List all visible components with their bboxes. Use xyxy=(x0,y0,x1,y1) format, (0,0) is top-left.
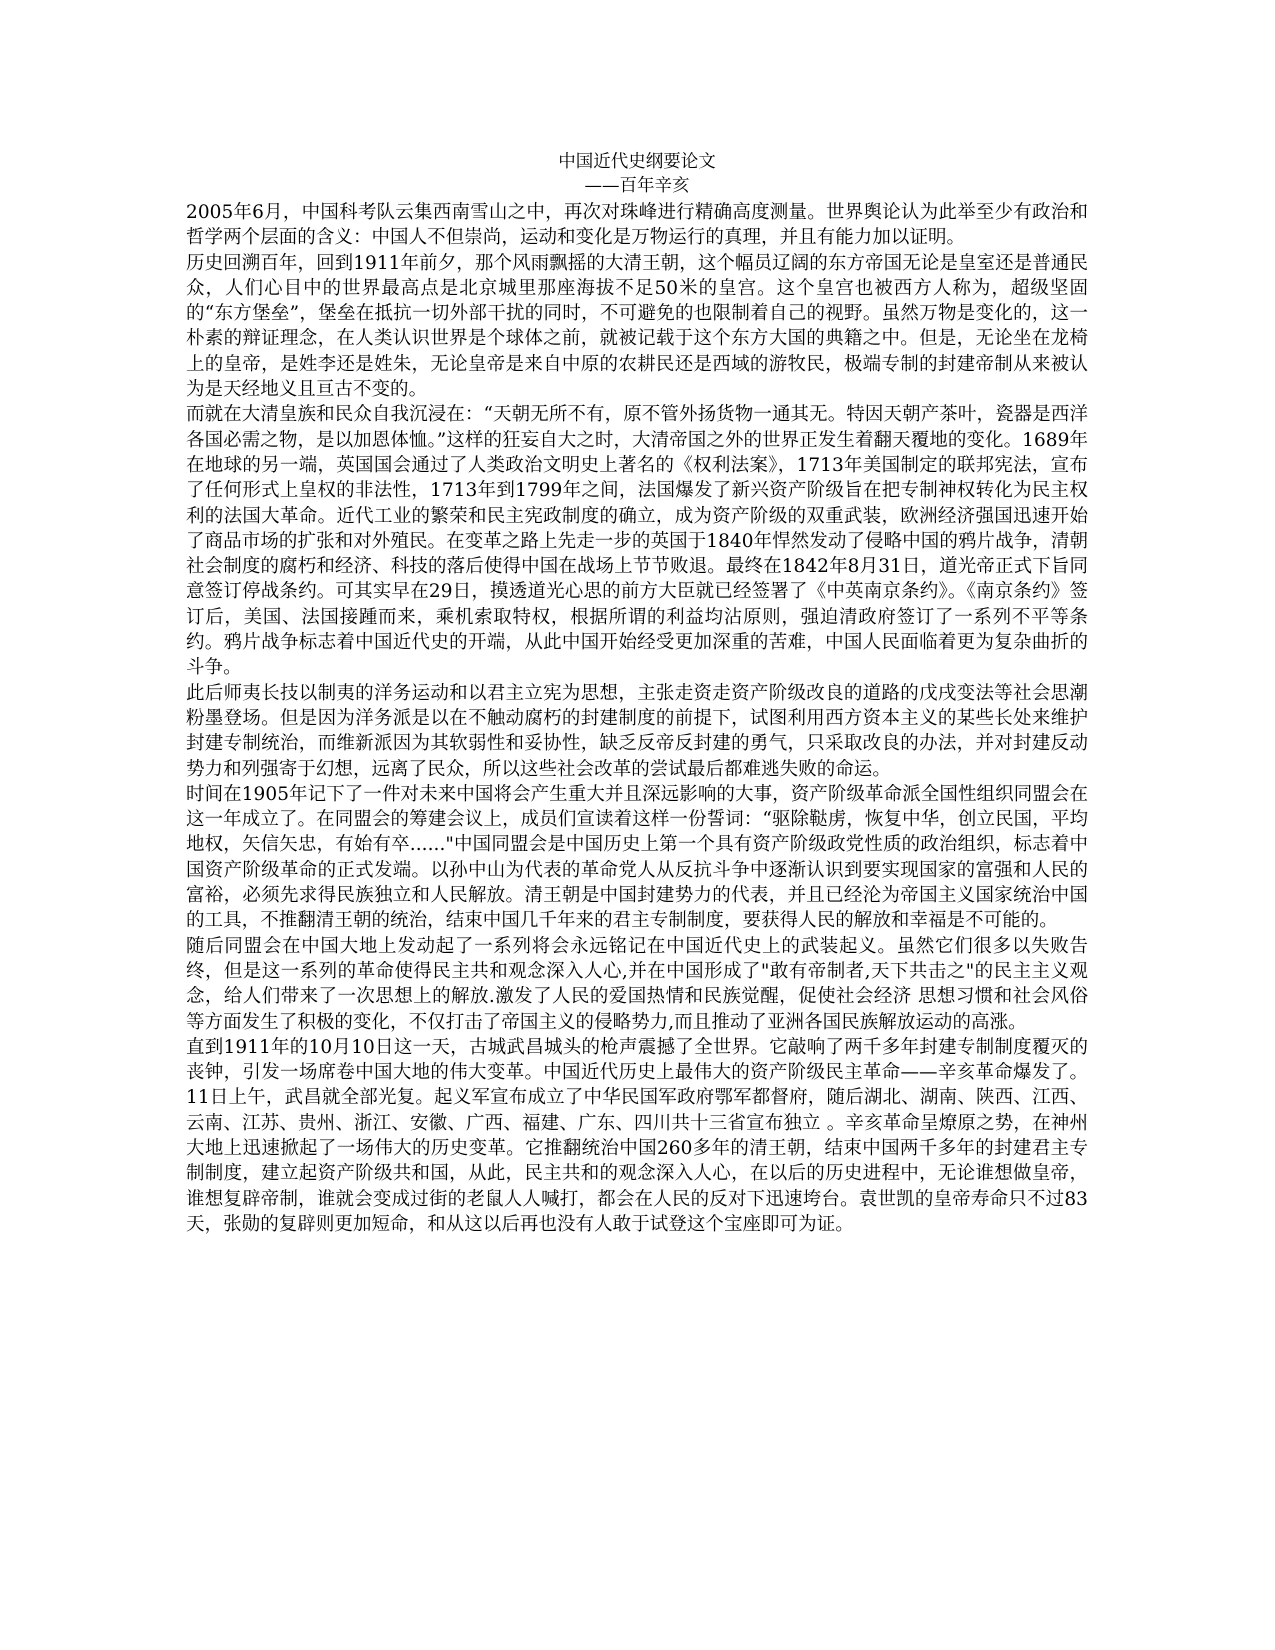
document-subtitle: ——百年辛亥 xyxy=(584,176,690,196)
document-title: 中国近代史纲要论文 xyxy=(558,152,716,172)
paragraph: 2005年6月，中国科考队云集西南雪山之中，再次对珠峰进行精确高度测量。世界舆论认为此举至少有政治和哲学两个层面的含义：中国人不但崇尚，运动和变化是万物运行的真理，并且有能力加以证明。 xyxy=(186,202,1088,249)
paragraph: 随后同盟会在中国大地上发动起了一系列将会永远铭记在中国近代史上的武装起义。虽然它们很多以失败告终，但是这一系列的革命使得民主共和观念深入人心,并在中国形成了"敢有帝制者,天下共击之"的民主主义观念，给人们带来了一次思想上的解放.激发了人民的爱国热情和民族觉醒，促使社会经济 思想习惯和社会风俗等方面发生了积极的变化，不仅打击了帝国主义的侵略势力,而且推动了亚洲各国民族解放运动的高涨。 xyxy=(186,935,1088,1033)
paragraph: 而就在大清皇族和民众自我沉浸在：“天朝无所不有，原不管外扬货物一通其无。特因天朝产茶叶，瓷器是西洋各国必需之物，是以加恩体恤。”这样的狂妄自大之时，大清帝国之外的世界正发生着翻天覆地的变化。1689年在地球的另一端，英国国会通过了人类政治文明史上著名的《权利法案》，1713年美国制定的联邦宪法，宣布了任何形式上皇权的非法性，1713年到1799年之间，法国爆发了新兴资产阶级旨在把专制神权转化为民主权利的法国大革命。近代工业的繁荣和民主宪政制度的确立，成为资产阶级的双重武装，欧洲经济强国迅速开始了商品市场的扩张和对外殖民。在变革之路上先走一步的英国于1840年悍然发动了侵略中国的鸦片战争，清朝社会制度的腐朽和经济、科技的落后使得中国在战场上节节败退。最终在1842年8月31日，道光帝正式下旨同意签订停战条约。可其实早在29日，摸透道光心思的前方大臣就已经签署了《中英南京条约》。《南京条约》签订后，美国、法国接踵而来，乘机索取特权，根据所谓的利益均沾原则，强迫清政府签订了一系列不平等条约。鸦片战争标志着中国近代史的开端，从此中国开始经受更加深重的苦难，中国人民面临着更为复杂曲折的斗争。 xyxy=(186,404,1088,679)
paragraph: 此后师夷长技以制夷的洋务运动和以君主立宪为思想，主张走资走资产阶级改良的道路的戊戌变法等社会思潮粉墨登场。但是因为洋务派是以在不触动腐朽的封建制度的前提下，试图利用西方资本主义的某些长处来维护封建专制统治，而维新派因为其软弱性和妥协性，缺乏反帝反封建的勇气，只采取改良的办法，并对封建反动势力和列强寄于幻想，远离了民众，所以这些社会改革的尝试最后都难逃失败的命运。 xyxy=(186,682,1088,780)
document-page xyxy=(186,150,1088,1237)
paragraph: 时间在1905年记下了一件对未来中国将会产生重大并且深远影响的大事，资产阶级革命派全国性组织同盟会在这一年成立了。在同盟会的筹建会议上，成员们宣读着这样一份誓词：“驱除鞑虏，恢复中华，创立民国，平均地权，矢信矢忠，有始有卒......"中国同盟会是中国历史上第一个具有资产阶级政党性质的政治组织，标志着中国资产阶级革命的正式发端。以孙中山为代表的革命党人从反抗斗争中逐渐认识到要实现国家的富强和人民的富裕，必须先求得民族独立和人民解放。清王朝是中国封建势力的代表，并且已经沦为帝国主义国家统治中国的工具，不推翻清王朝的统治，结束中国几千年来的君主专制制度，要获得人民的解放和幸福是不可能的。 xyxy=(186,783,1088,932)
document-body xyxy=(186,200,1088,1237)
paragraph: 历史回溯百年，回到1911年前夕，那个风雨飘摇的大清王朝，这个幅员辽阔的东方帝国无论是皇室还是普通民众，人们心目中的世界最高点是北京城里那座海拔不足50米的皇宫。这个皇宫也被西方人称为，超级坚固的“东方堡垒”，堡垒在抵抗一切外部干扰的同时，不可避免的也限制着自己的视野。虽然万物是变化的，这一朴素的辩证理念，在人类认识世界是个球体之前，就被记载于这个东方大国的典籍之中。但是，无论坐在龙椅上的皇帝，是姓李还是姓朱，无论皇帝是来自中原的农耕民还是西域的游牧民，极端专制的封建帝制从来被认为是天经地义且亘古不变的。 xyxy=(186,252,1088,401)
paragraph: 直到1911年的10月10日这一天，古城武昌城头的枪声震撼了全世界。它敲响了两千多年封建专制制度覆灭的丧钟，引发一场席卷中国大地的伟大变革。中国近代历史上最伟大的资产阶级民主革命——辛亥革命爆发了。11日上午，武昌就全部光复。起义军宣布成立了中华民国军政府鄂军都督府，随后湖北、湖南、陕西、江西、云南、江苏、贵州、浙江、安徽、广西、福建、广东、四川共十三省宣布独立 。辛亥革命呈燎原之势，在神州大地上迅速掀起了一场伟大的历史变革。它推翻统治中国260多年的清王朝，结束中国两千多年的封建君主专制制度，建立起资产阶级共和国，从此，民主共和的观念深入人心，在以后的历史进程中，无论谁想做皇帝，谁想复辟帝制，谁就会变成过街的老鼠人人喊打，都会在人民的反对下迅速垮台。袁世凯的皇帝寿命只不过83天，张勋的复辟则更加短命，和从这以后再也没有人敢于试登这个宝座即可为证。 xyxy=(186,1036,1088,1235)
